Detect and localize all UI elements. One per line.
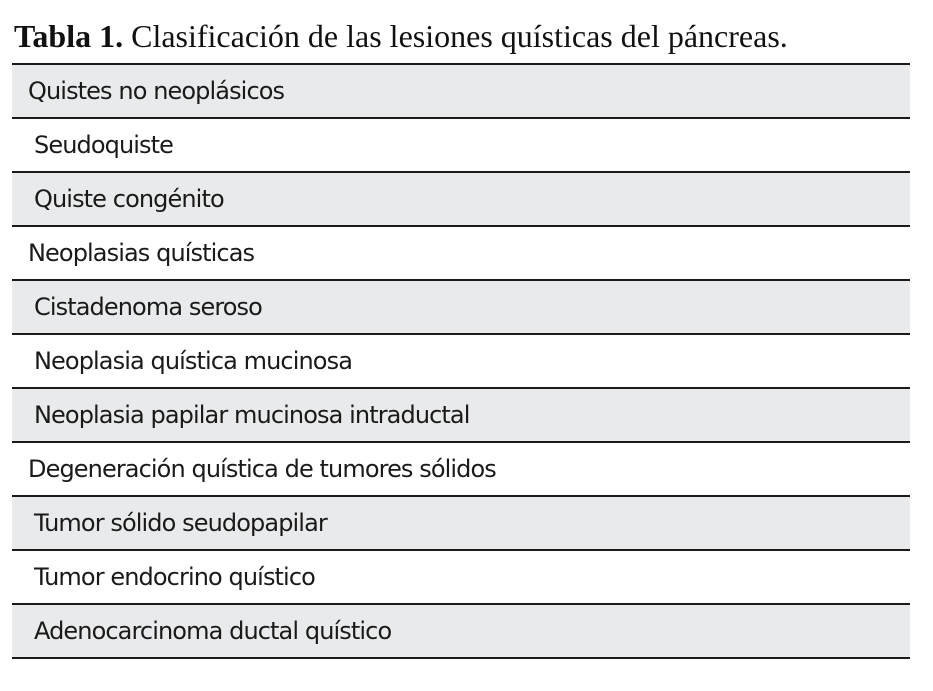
table-row [12,551,910,605]
row-label: Degeneración quística de tumores sólidos [28,455,496,483]
table-row [12,443,910,497]
table-caption [14,12,788,60]
table-title: Clasificación de las lesiones quísticas del páncreas. [131,18,788,54]
table-row [12,497,910,551]
table-row [12,605,910,659]
table-row [12,389,910,443]
table-row [12,281,910,335]
table-row [12,173,910,227]
classification-table [12,63,910,659]
table-row [12,119,910,173]
table-row [12,335,910,389]
row-label: Cistadenoma seroso [34,293,262,321]
row-label: Tumor sólido seudopapilar [34,509,327,537]
row-label: Neoplasia papilar mucinosa intraductal [34,401,470,429]
row-label: Adenocarcinoma ductal quístico [34,617,392,645]
row-label: Seudoquiste [34,131,174,159]
row-label: Neoplasia quística mucinosa [34,347,353,375]
row-label: Neoplasias quísticas [28,239,255,267]
row-label: Tumor endocrino quístico [34,563,315,591]
table-row [12,227,910,281]
row-label: Quiste congénito [34,185,224,213]
row-label: Quistes no neoplásicos [28,77,285,105]
table-number: Tabla 1. [14,18,124,54]
table-row [12,65,910,119]
